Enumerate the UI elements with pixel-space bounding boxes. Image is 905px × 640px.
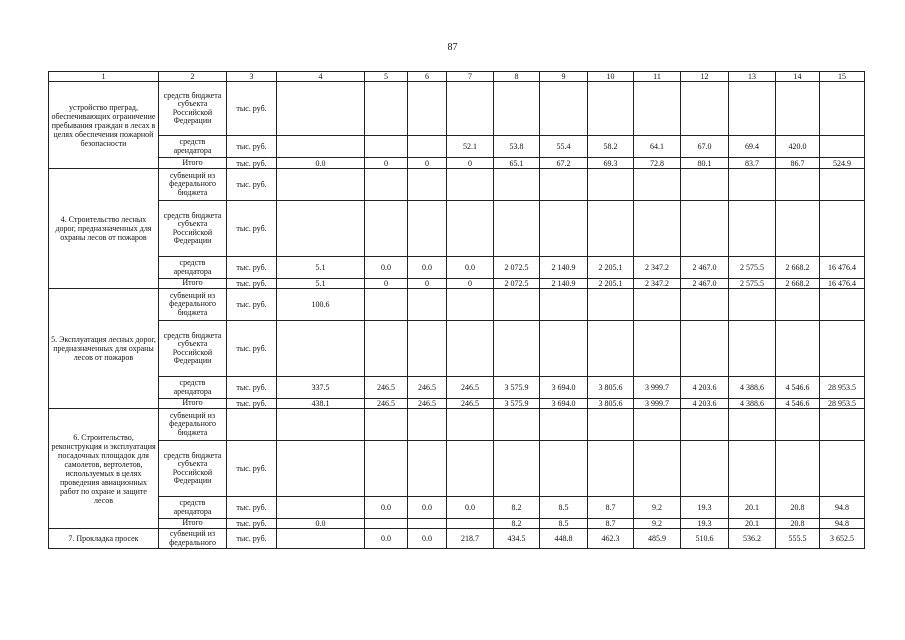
value-cell [540, 201, 588, 257]
value-cell: 0.0 [447, 497, 494, 519]
value-cell: 83.7 [729, 158, 776, 169]
value-cell: 337.5 [277, 377, 365, 399]
value-cell: 58.2 [588, 136, 634, 158]
value-cell: 8.5 [540, 497, 588, 519]
value-cell [277, 441, 365, 497]
value-cell: 9.2 [634, 519, 681, 529]
value-cell: 2 347.2 [634, 257, 681, 279]
value-cell: 4 546.6 [776, 377, 820, 399]
value-cell [820, 321, 865, 377]
page-number: 87 [447, 42, 458, 53]
value-cell [540, 441, 588, 497]
value-cell [776, 289, 820, 321]
value-cell: 524.9 [820, 158, 865, 169]
value-cell [277, 136, 365, 158]
header-cell: 14 [776, 72, 820, 82]
value-cell [494, 82, 540, 136]
value-cell: 28 953.5 [820, 399, 865, 409]
value-cell: 3 999.7 [634, 377, 681, 399]
value-cell [408, 169, 447, 201]
value-cell: 246.5 [365, 377, 408, 399]
unit: тыс. руб. [227, 441, 277, 497]
value-cell [681, 169, 729, 201]
activity-name: 5. Эксплуатация лесных дорог, предназначенных для охраны лесов от пожаров [49, 289, 159, 409]
value-cell [277, 497, 365, 519]
value-cell [634, 321, 681, 377]
value-cell [729, 321, 776, 377]
value-cell: 246.5 [408, 399, 447, 409]
value-cell: 4 388.6 [729, 399, 776, 409]
value-cell [365, 136, 408, 158]
value-cell [277, 201, 365, 257]
value-cell [588, 201, 634, 257]
value-cell: 3 805.6 [588, 399, 634, 409]
value-cell [447, 201, 494, 257]
value-cell [365, 201, 408, 257]
value-cell: 16 476.4 [820, 257, 865, 279]
header-cell: 4 [277, 72, 365, 82]
value-cell: 2 072.5 [494, 279, 540, 289]
value-cell [277, 321, 365, 377]
value-cell [681, 82, 729, 136]
funding-source: Итого [159, 399, 227, 409]
value-cell [588, 82, 634, 136]
table-row [49, 441, 865, 497]
funding-source: средств бюджета субъекта Российской Федерации [159, 321, 227, 377]
funding-source: Итого [159, 279, 227, 289]
activity-name: 7. Прокладка просек [49, 529, 159, 549]
value-cell [588, 321, 634, 377]
value-cell [365, 82, 408, 136]
value-cell [588, 409, 634, 441]
value-cell: 0.0 [365, 529, 408, 549]
table-row [49, 519, 865, 529]
value-cell: 246.5 [447, 399, 494, 409]
value-cell: 5.1 [277, 257, 365, 279]
value-cell [494, 321, 540, 377]
value-cell: 3 694.0 [540, 377, 588, 399]
activity-name: устройство преград, обеспечивающих ограничение пребывания граждан в лесах в целях обеспечения пожарной безопасности [49, 82, 159, 169]
value-cell [820, 201, 865, 257]
header-cell: 13 [729, 72, 776, 82]
value-cell [365, 169, 408, 201]
value-cell [277, 409, 365, 441]
value-cell: 20.1 [729, 519, 776, 529]
value-cell: 2 140.9 [540, 257, 588, 279]
value-cell: 20.8 [776, 519, 820, 529]
value-cell [277, 529, 365, 549]
value-cell [634, 201, 681, 257]
table-row [49, 201, 865, 257]
unit: тыс. руб. [227, 399, 277, 409]
unit: тыс. руб. [227, 497, 277, 519]
header-cell: 11 [634, 72, 681, 82]
table-row [49, 289, 865, 321]
value-cell [408, 321, 447, 377]
funding-source: средств бюджета субъекта Российской Федерации [159, 201, 227, 257]
unit: тыс. руб. [227, 529, 277, 549]
table-row [49, 158, 865, 169]
value-cell: 2 467.0 [681, 257, 729, 279]
value-cell: 4 546.6 [776, 399, 820, 409]
value-cell [634, 289, 681, 321]
funding-source: субвенций из федерального бюджета [159, 289, 227, 321]
value-cell [494, 169, 540, 201]
value-cell: 0.0 [365, 257, 408, 279]
value-cell: 55.4 [540, 136, 588, 158]
value-cell [588, 441, 634, 497]
value-cell [588, 169, 634, 201]
table-row [49, 529, 865, 549]
value-cell [729, 201, 776, 257]
value-cell [588, 289, 634, 321]
unit [227, 409, 277, 441]
unit: тыс. руб. [227, 201, 277, 257]
activity-name: 6. Строительство, реконструкция и эксплуатация посадочных площадок для самолетов, вертолетов, используемых в целях проведения авиационных работ по охране и защите лесов [49, 409, 159, 529]
value-cell [634, 441, 681, 497]
value-cell: 3 652.5 [820, 529, 865, 549]
value-cell [447, 519, 494, 529]
table-row [49, 409, 865, 441]
unit: тыс. руб. [227, 289, 277, 321]
value-cell: 0 [365, 279, 408, 289]
value-cell [776, 169, 820, 201]
value-cell: 8.7 [588, 519, 634, 529]
table-row [49, 169, 865, 201]
value-cell [729, 289, 776, 321]
value-cell: 485.9 [634, 529, 681, 549]
funding-source: Итого [159, 519, 227, 529]
value-cell: 19.3 [681, 497, 729, 519]
value-cell: 434.5 [494, 529, 540, 549]
value-cell [681, 201, 729, 257]
value-cell: 0 [408, 158, 447, 169]
value-cell: 3 694.0 [540, 399, 588, 409]
header-cell: 15 [820, 72, 865, 82]
value-cell [634, 82, 681, 136]
value-cell: 94.8 [820, 519, 865, 529]
value-cell: 0 [447, 279, 494, 289]
value-cell: 0 [408, 279, 447, 289]
header-cell: 2 [159, 72, 227, 82]
unit: тыс. руб. [227, 321, 277, 377]
value-cell: 52.1 [447, 136, 494, 158]
value-cell: 9.2 [634, 497, 681, 519]
value-cell: 72.8 [634, 158, 681, 169]
value-cell: 3 999.7 [634, 399, 681, 409]
value-cell: 67.0 [681, 136, 729, 158]
table-row [49, 377, 865, 399]
value-cell: 4 388.6 [729, 377, 776, 399]
value-cell [447, 169, 494, 201]
unit: тыс. руб. [227, 279, 277, 289]
value-cell: 64.1 [634, 136, 681, 158]
value-cell: 100.6 [277, 289, 365, 321]
value-cell: 2 205.1 [588, 257, 634, 279]
value-cell: 448.8 [540, 529, 588, 549]
value-cell [408, 136, 447, 158]
value-cell: 2 668.2 [776, 279, 820, 289]
value-cell [408, 409, 447, 441]
header-cell: 5 [365, 72, 408, 82]
value-cell: 3 805.6 [588, 377, 634, 399]
value-cell [820, 289, 865, 321]
value-cell [634, 409, 681, 441]
value-cell [365, 289, 408, 321]
value-cell [729, 409, 776, 441]
value-cell: 462.3 [588, 529, 634, 549]
funding-source: средств арендатора [159, 497, 227, 519]
value-cell: 0.0 [277, 519, 365, 529]
value-cell [408, 82, 447, 136]
value-cell: 69.3 [588, 158, 634, 169]
value-cell: 218.7 [447, 529, 494, 549]
table-row [49, 257, 865, 279]
header-cell: 9 [540, 72, 588, 82]
value-cell [540, 169, 588, 201]
value-cell: 86.7 [776, 158, 820, 169]
value-cell [408, 201, 447, 257]
value-cell: 438.1 [277, 399, 365, 409]
value-cell: 0.0 [277, 158, 365, 169]
header-cell: 12 [681, 72, 729, 82]
table-row [49, 497, 865, 519]
value-cell: 3 575.9 [494, 377, 540, 399]
value-cell: 65.1 [494, 158, 540, 169]
value-cell: 3 575.9 [494, 399, 540, 409]
value-cell [776, 82, 820, 136]
value-cell: 0 [365, 158, 408, 169]
value-cell [540, 82, 588, 136]
value-cell [681, 409, 729, 441]
header-cell: 10 [588, 72, 634, 82]
value-cell [447, 409, 494, 441]
value-cell: 20.1 [729, 497, 776, 519]
value-cell [447, 82, 494, 136]
value-cell [729, 169, 776, 201]
value-cell [447, 441, 494, 497]
value-cell [447, 321, 494, 377]
value-cell: 510.6 [681, 529, 729, 549]
unit: тыс. руб. [227, 82, 277, 136]
value-cell [365, 321, 408, 377]
header-cell: 3 [227, 72, 277, 82]
funding-source: Итого [159, 158, 227, 169]
header-cell: 1 [49, 72, 159, 82]
value-cell: 555.5 [776, 529, 820, 549]
value-cell: 19.3 [681, 519, 729, 529]
funding-source: субвенций из федерального бюджета [159, 409, 227, 441]
value-cell [776, 321, 820, 377]
data-table [48, 71, 865, 549]
value-cell: 2 575.5 [729, 257, 776, 279]
value-cell [365, 441, 408, 497]
unit: тыс. руб. [227, 257, 277, 279]
value-cell [408, 519, 447, 529]
unit: тыс. руб. [227, 169, 277, 201]
value-cell: 2 575.5 [729, 279, 776, 289]
value-cell [447, 289, 494, 321]
funding-source: средств бюджета субъекта Российской Федерации [159, 441, 227, 497]
funding-source: средств бюджета субъекта Российской Федерации [159, 82, 227, 136]
funding-source: средств арендатора [159, 136, 227, 158]
value-cell: 69.4 [729, 136, 776, 158]
value-cell: 2 072.5 [494, 257, 540, 279]
header-row [49, 72, 865, 82]
table-row [49, 82, 865, 136]
table-row [49, 279, 865, 289]
table-row [49, 399, 865, 409]
value-cell [729, 441, 776, 497]
value-cell: 0.0 [408, 529, 447, 549]
value-cell [776, 201, 820, 257]
value-cell [277, 82, 365, 136]
value-cell [820, 169, 865, 201]
value-cell [277, 169, 365, 201]
unit: тыс. руб. [227, 519, 277, 529]
value-cell [820, 136, 865, 158]
value-cell: 2 467.0 [681, 279, 729, 289]
value-cell [729, 82, 776, 136]
value-cell [494, 289, 540, 321]
table-row [49, 136, 865, 158]
value-cell: 53.8 [494, 136, 540, 158]
value-cell: 8.2 [494, 497, 540, 519]
value-cell: 94.8 [820, 497, 865, 519]
header-cell: 6 [408, 72, 447, 82]
value-cell [365, 519, 408, 529]
value-cell [494, 201, 540, 257]
value-cell: 0.0 [365, 497, 408, 519]
value-cell: 0.0 [447, 257, 494, 279]
value-cell: 2 140.9 [540, 279, 588, 289]
value-cell [540, 289, 588, 321]
value-cell: 0.0 [408, 257, 447, 279]
unit: тыс. руб. [227, 158, 277, 169]
value-cell [408, 441, 447, 497]
value-cell [776, 441, 820, 497]
value-cell [540, 321, 588, 377]
value-cell [634, 169, 681, 201]
value-cell: 246.5 [408, 377, 447, 399]
header-cell: 8 [494, 72, 540, 82]
value-cell [681, 321, 729, 377]
value-cell [681, 289, 729, 321]
value-cell: 2 668.2 [776, 257, 820, 279]
activity-name: 4. Строительство лесных дорог, предназначенных для охраны лесов от пожаров [49, 169, 159, 289]
table-row [49, 321, 865, 377]
value-cell [494, 441, 540, 497]
value-cell: 0 [447, 158, 494, 169]
value-cell: 4 203.6 [681, 399, 729, 409]
value-cell: 2 205.1 [588, 279, 634, 289]
value-cell [408, 289, 447, 321]
unit: тыс. руб. [227, 136, 277, 158]
funding-source: средств арендатора [159, 257, 227, 279]
funding-source: средств арендатора [159, 377, 227, 399]
value-cell: 16 476.4 [820, 279, 865, 289]
value-cell: 28 953.5 [820, 377, 865, 399]
funding-source: субвенций из федерального бюджета [159, 169, 227, 201]
value-cell: 2 347.2 [634, 279, 681, 289]
value-cell: 536.2 [729, 529, 776, 549]
value-cell: 246.5 [365, 399, 408, 409]
value-cell [820, 409, 865, 441]
value-cell [820, 441, 865, 497]
header-cell: 7 [447, 72, 494, 82]
value-cell: 20.8 [776, 497, 820, 519]
value-cell: 4 203.6 [681, 377, 729, 399]
value-cell: 420.0 [776, 136, 820, 158]
value-cell: 67.2 [540, 158, 588, 169]
value-cell: 80.1 [681, 158, 729, 169]
value-cell [365, 409, 408, 441]
value-cell [681, 441, 729, 497]
funding-source: субвенций из федерального [159, 529, 227, 549]
value-cell: 0.0 [408, 497, 447, 519]
value-cell [540, 409, 588, 441]
value-cell: 8.5 [540, 519, 588, 529]
unit: тыс. руб. [227, 377, 277, 399]
value-cell: 5.1 [277, 279, 365, 289]
value-cell [494, 409, 540, 441]
value-cell [820, 82, 865, 136]
value-cell: 8.2 [494, 519, 540, 529]
value-cell [776, 409, 820, 441]
value-cell: 8.7 [588, 497, 634, 519]
value-cell: 246.5 [447, 377, 494, 399]
